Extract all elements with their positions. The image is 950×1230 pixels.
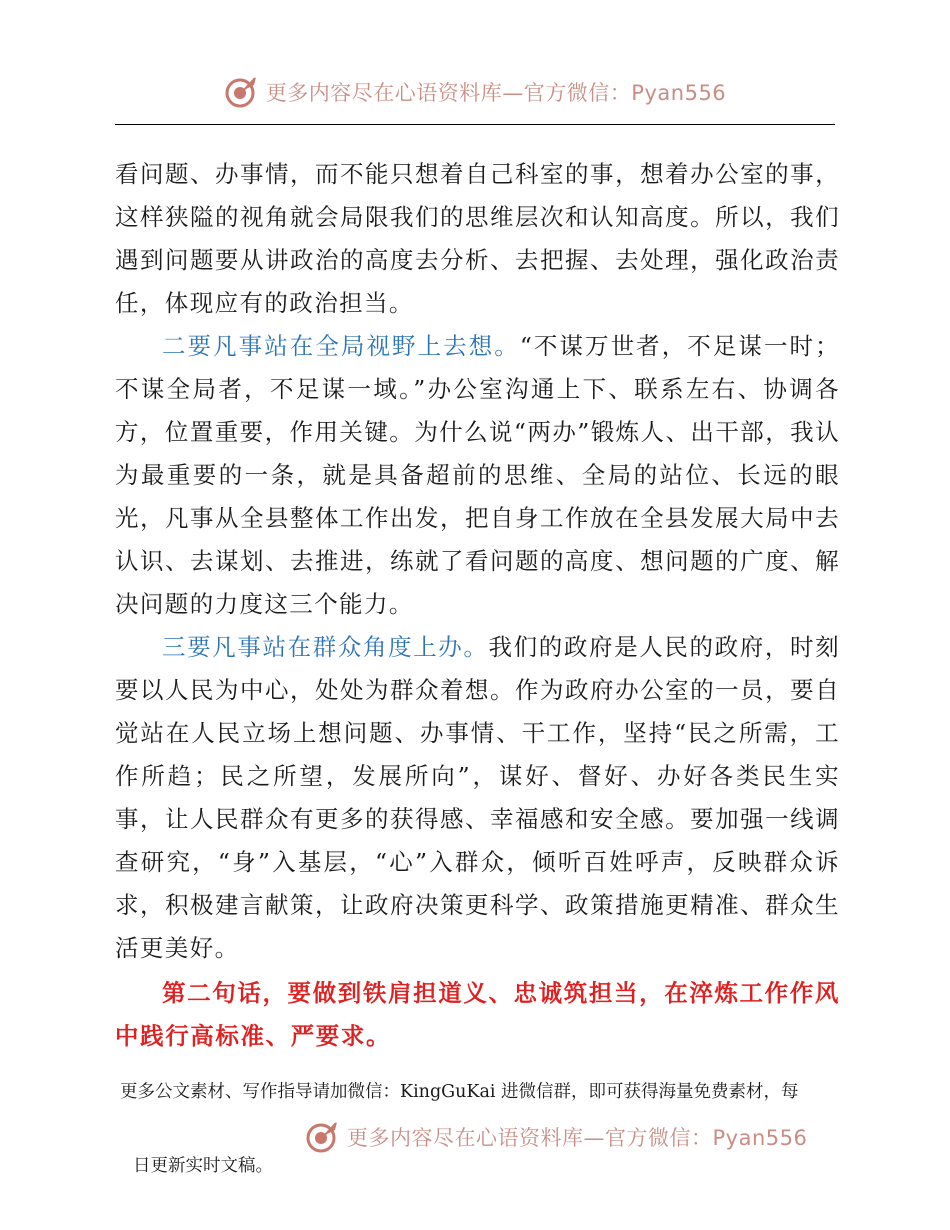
header-banner bbox=[0, 72, 950, 112]
header-banner-text: 更多内容尽在心语资料库—官方微信：Pyan556 bbox=[265, 81, 727, 105]
paragraph-2 bbox=[115, 325, 840, 626]
paragraph-3-lead: 三要凡事站在群众角度上办。 bbox=[162, 633, 489, 661]
paragraph-2-lead: 二要凡事站在全局视野上去想。 bbox=[162, 332, 520, 360]
footer-note-line-2: 日更新实时文稿。 bbox=[133, 1156, 273, 1176]
footer-banner bbox=[305, 1117, 807, 1157]
quill-seal-icon bbox=[305, 1120, 339, 1154]
header-divider bbox=[115, 124, 835, 125]
footer-note-line-1: 更多公文素材、写作指导请加微信：KingGuKai 进微信群，即可获得海量免费素材，每 bbox=[120, 1082, 799, 1102]
section-heading: 第二句话，要做到铁肩担道义、忠诚筑担当，在淬炼工作作风中践行高标准、严要求。 bbox=[115, 979, 840, 1050]
document-body bbox=[115, 153, 840, 1058]
paragraph-2-text: “不谋万世者，不足谋一时；不谋全局者，不足谋一域。”办公室沟通上下、联系左右、协调各方，位置重要，作用关键。为什么说“两办”锻炼人、出干部，我认为最重要的一条，就是具备超前的思维、全局的站位、长远的眼光，凡事从全县整体工作出发，把自身工作放在全县发展大局中去认识、去谋划、去推进，练就了看问题的高度、想问题的广度、解决问题的力度这三个能力。 bbox=[115, 332, 840, 618]
paragraph-1: 看问题、办事情，而不能只想着自己科室的事，想着办公室的事，这样狭隘的视角就会局限我们的思维层次和认知高度。所以，我们遇到问题要从讲政治的高度去分析、去把握、去处理，强化政治责任，体现应有的政治担当。 bbox=[115, 160, 840, 317]
footer-banner-text: 更多内容尽在心语资料库—官方微信：Pyan556 bbox=[347, 1126, 808, 1150]
quill-seal-icon bbox=[224, 75, 258, 109]
paragraph-3-text: 我们的政府是人民的政府，时刻要以人民为中心，处处为群众着想。作为政府办公室的一员，要自觉站在人民立场上想问题、办事情、干工作，坚持“民之所需，工作所趋；民之所望，发展所向”，谋好、督好、办好各类民生实事，让人民群众有更多的获得感、幸福感和安全感。要加强一线调查研究，“身”入基层，“心”入群众，倾听百姓呼声，反映群众诉求，积极建言献策，让政府决策更科学、政策措施更精准、群众生活更美好。 bbox=[115, 633, 840, 962]
paragraph-3 bbox=[115, 626, 840, 970]
